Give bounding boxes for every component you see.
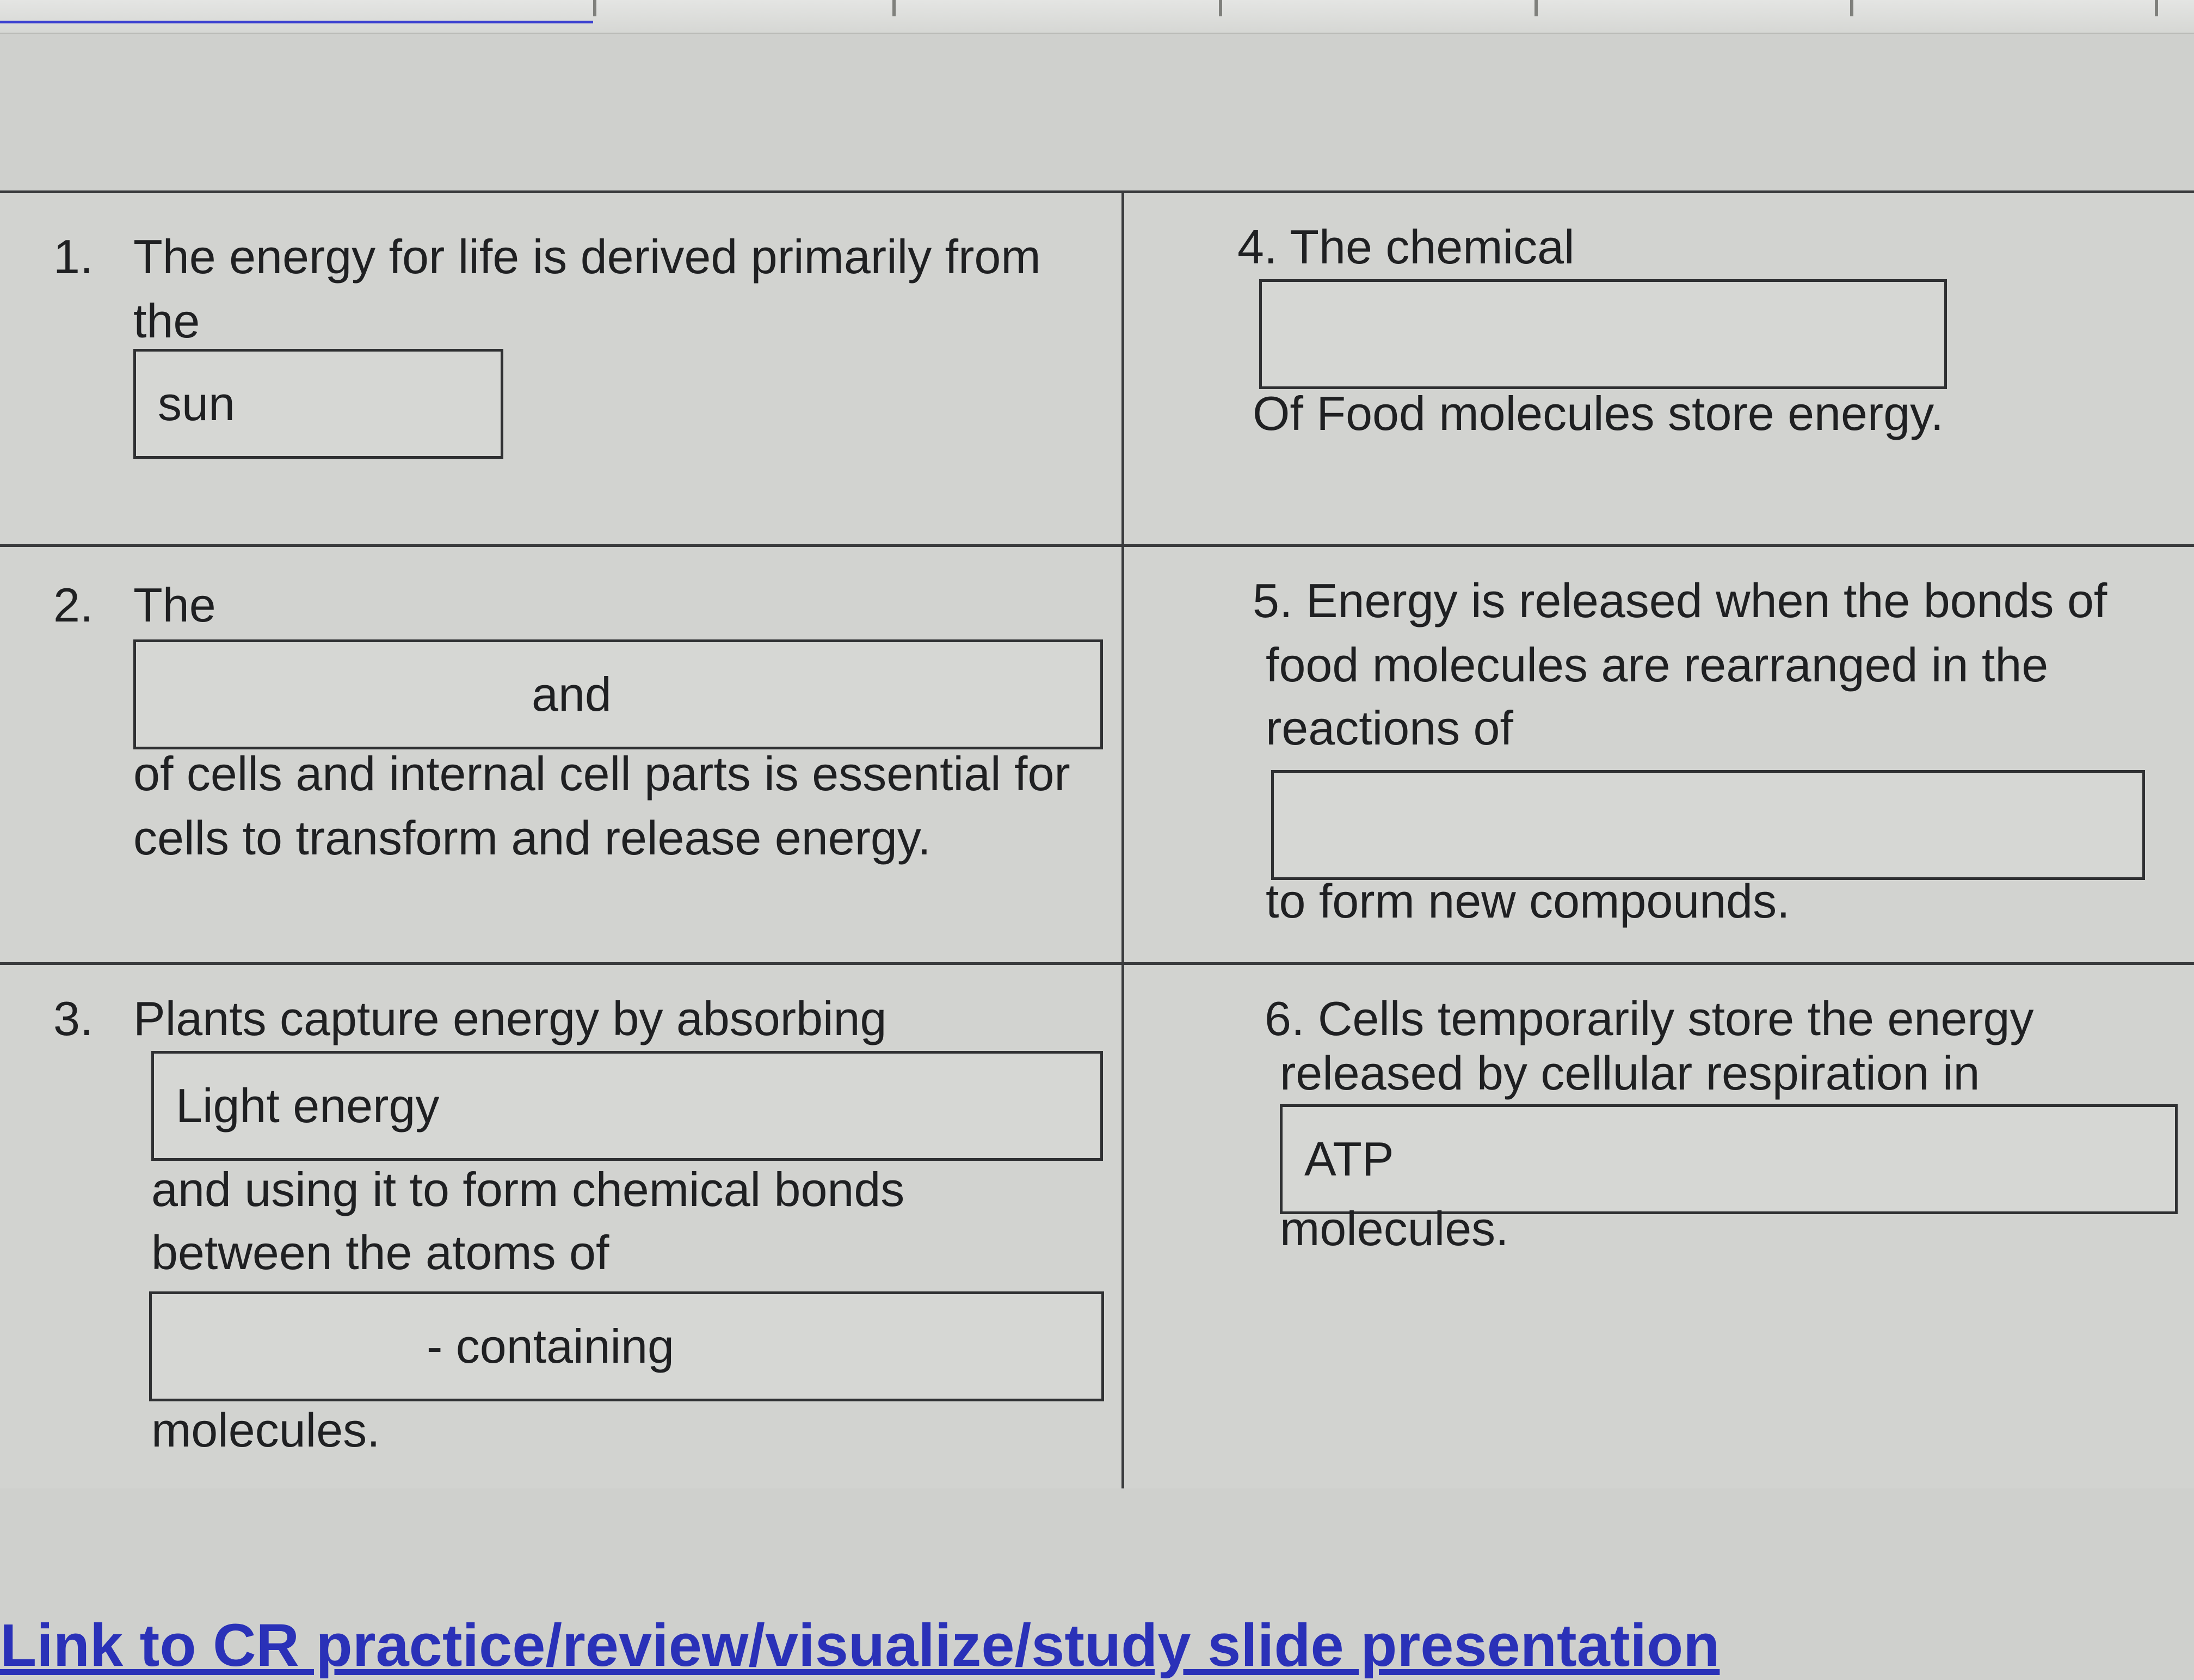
question-text: 4. The chemical bbox=[1237, 220, 1575, 274]
ruler-tick bbox=[2155, 0, 2158, 16]
answer-field-text: - containing bbox=[427, 1319, 674, 1373]
question-text: food molecules are rearranged in the bbox=[1266, 638, 2049, 692]
question-text: between the atoms of bbox=[151, 1226, 609, 1279]
ruler-margin-indicator[interactable] bbox=[0, 21, 593, 23]
question-2-cell bbox=[0, 547, 1124, 965]
question-text: cells to transform and release energy. bbox=[133, 811, 931, 865]
answer-input[interactable] bbox=[136, 642, 1100, 747]
answer-input[interactable] bbox=[152, 1294, 1101, 1399]
document-ruler bbox=[0, 0, 2194, 34]
question-3-cell bbox=[0, 965, 1124, 1488]
answer-field[interactable] bbox=[149, 1291, 1104, 1401]
question-number: 2. bbox=[53, 578, 94, 632]
slide-presentation-link[interactable]: Link to CR practice/review/visualize/study slide presentation bbox=[0, 1612, 1720, 1679]
question-1-cell bbox=[0, 193, 1124, 547]
question-6-cell bbox=[1124, 965, 2194, 1488]
question-text: The bbox=[133, 578, 216, 632]
question-text: reactions of bbox=[1266, 701, 1513, 755]
question-text: Plants capture energy by absorbing bbox=[133, 992, 887, 1045]
question-text: to form new compounds. bbox=[1266, 874, 1790, 928]
ruler-tick bbox=[1219, 0, 1222, 16]
question-text: molecules. bbox=[1280, 1202, 1509, 1256]
question-number: 1. bbox=[53, 230, 94, 284]
question-text: released by cellular respiration in bbox=[1280, 1046, 1980, 1100]
ruler-tick bbox=[1534, 0, 1538, 16]
answer-input[interactable] bbox=[154, 1054, 1100, 1158]
ruler-tick bbox=[593, 0, 596, 16]
answer-input[interactable] bbox=[1262, 282, 1944, 386]
question-text: The energy for life is derived primarily from bbox=[133, 230, 1041, 284]
answer-field[interactable] bbox=[133, 639, 1103, 749]
question-text: 6. Cells temporarily store the energy bbox=[1265, 992, 2034, 1045]
ruler-tick bbox=[892, 0, 896, 16]
answer-field-text: and bbox=[532, 667, 612, 721]
ruler-tick bbox=[1850, 0, 1853, 16]
question-number: 3. bbox=[53, 992, 94, 1045]
question-5-cell bbox=[1124, 547, 2194, 965]
question-text: molecules. bbox=[151, 1403, 380, 1457]
answer-input[interactable] bbox=[1274, 773, 2142, 877]
answer-field[interactable] bbox=[1271, 770, 2145, 880]
answer-input[interactable] bbox=[1283, 1107, 2175, 1211]
question-text: the bbox=[133, 294, 200, 348]
question-text: 5. Energy is released when the bonds of bbox=[1253, 574, 2107, 627]
question-4-cell bbox=[1124, 193, 2194, 547]
question-text: and using it to form chemical bonds bbox=[151, 1162, 905, 1216]
worksheet-table bbox=[0, 190, 2194, 1486]
question-text: Of Food molecules store energy. bbox=[1253, 386, 1944, 440]
answer-field[interactable] bbox=[151, 1051, 1103, 1161]
answer-field[interactable] bbox=[1259, 279, 1947, 389]
answer-field[interactable] bbox=[133, 349, 503, 459]
question-text: of cells and internal cell parts is essential for bbox=[133, 747, 1070, 801]
answer-input[interactable] bbox=[136, 352, 501, 456]
